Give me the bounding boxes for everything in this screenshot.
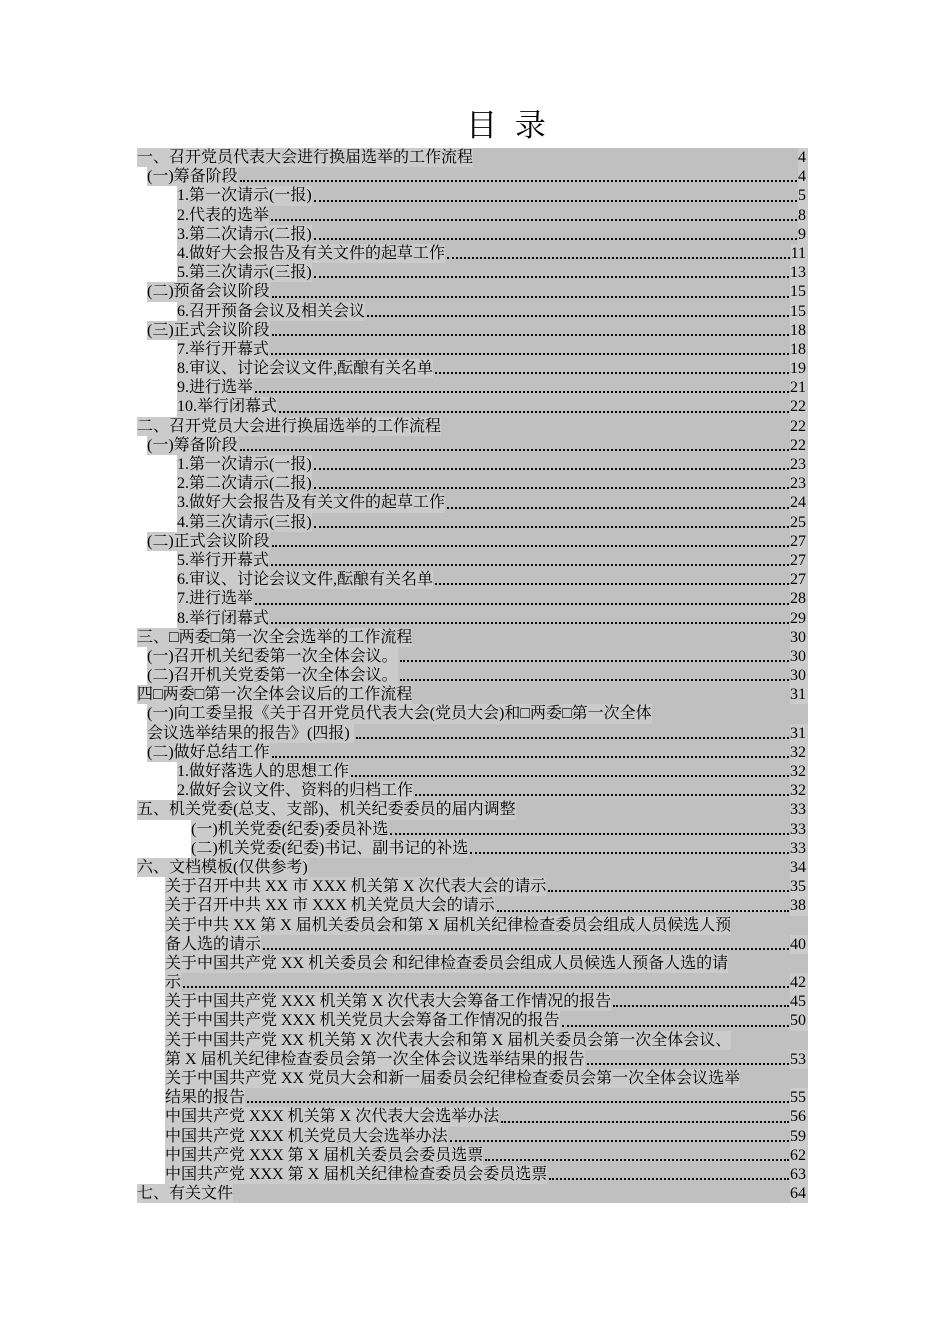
toc-entry-line[interactable] (165, 1031, 808, 1050)
toc-entry-text: (一)向工委呈报《关于召开党员代表大会(党员大会)和□两委□第一次全体 (147, 705, 652, 723)
dot-leader (269, 551, 790, 570)
toc-entry-line[interactable] (177, 244, 808, 263)
toc-entry-text: 六、文档模板(仅供参考) (137, 858, 308, 876)
toc-entry-line[interactable] (177, 378, 808, 397)
toc-entry-text: 8.举行闭幕式 (177, 609, 270, 627)
dot-leader (354, 724, 790, 743)
page-number: 33 (790, 820, 806, 838)
toc-entry-text: 7.进行选举 (177, 590, 254, 608)
toc-entry-line[interactable] (165, 1050, 808, 1069)
toc-entry-text: 关于中国共产党 XXX 机关第 X 次代表大会筹备工作情况的报告 (165, 993, 612, 1011)
toc-entry-line[interactable] (165, 1127, 808, 1146)
toc-entry-line[interactable] (177, 513, 808, 532)
dot-leader (547, 1165, 790, 1184)
page-number: 18 (790, 340, 806, 358)
page-number: 59 (790, 1127, 806, 1145)
page-number: 9 (798, 225, 806, 243)
toc-entry-line[interactable] (147, 704, 808, 723)
dot-leader (468, 839, 790, 858)
toc-entry-text: 4.第三次请示(三报) (177, 513, 312, 531)
page-number: 23 (790, 475, 806, 493)
toc-entry-text: (二)召开机关党委第一次全体会议。 (147, 667, 398, 685)
toc-entry-text: 结果的报告 (165, 1089, 246, 1107)
toc-entry-text: 1.第一次请示(一报) (177, 187, 312, 205)
toc-entry-text: 七、有关文件 (137, 1185, 234, 1203)
toc-entry-text: 关于中国共产党 XX 机关第 X 次代表大会和第 X 届机关委员会第一次全体会议、 (165, 1031, 732, 1049)
toc-entry-text: 6.召开预备会议及相关会议 (177, 302, 366, 320)
page-number: 30 (790, 628, 806, 646)
toc-entry-line[interactable] (147, 167, 808, 186)
toc-entry-line[interactable] (165, 935, 808, 954)
toc-entry-text: 2.做好会议文件、资料的归档工作 (177, 782, 414, 800)
page-number: 29 (790, 609, 806, 627)
page-number: 28 (790, 590, 806, 608)
toc-entry-text: 二、召开党员大会进行换届选举的工作流程 (137, 417, 442, 435)
toc-entry-text: 中国共产党 XXX 第 X 届机关委员会委员选票 (165, 1146, 484, 1164)
page-number: 4 (798, 168, 806, 186)
toc-entry-line[interactable] (165, 877, 808, 896)
toc-entry-line[interactable] (165, 1011, 808, 1030)
page-number: 13 (790, 264, 806, 282)
page-number: 35 (790, 878, 806, 896)
dot-leader (433, 359, 790, 378)
toc-entry-text: 关于召开中共 XX 市 XXX 机关党员大会的请示 (165, 897, 495, 915)
toc-entry-line[interactable] (165, 954, 808, 973)
dot-leader (261, 935, 790, 954)
page-number: 32 (790, 782, 806, 800)
toc-entry-line[interactable] (177, 609, 808, 628)
toc-content (137, 0, 808, 1203)
page-number: 5 (798, 187, 806, 205)
page-number: 63 (790, 1165, 806, 1183)
dot-leader (495, 896, 790, 915)
dot-leader (238, 167, 798, 186)
dot-leader (269, 340, 790, 359)
toc-entry-text: 关于中国共产党 XXX 机关党员大会筹备工作情况的报告 (165, 1012, 560, 1030)
dot-leader (398, 666, 790, 685)
page-number: 18 (790, 321, 806, 339)
toc-entry-text: 五、机关党委(总支、支部)、机关纪委委员的届内调整 (137, 801, 516, 819)
toc-entry-line[interactable] (191, 839, 808, 858)
toc-entry-line[interactable] (165, 973, 808, 992)
toc-entry-line[interactable] (177, 589, 808, 608)
toc-entry-line[interactable] (137, 800, 808, 819)
leader-gap (516, 800, 790, 819)
dot-leader (245, 1088, 790, 1107)
toc-entry-line[interactable] (147, 532, 808, 551)
page-number: 31 (790, 724, 806, 742)
toc-entry-text: (一)筹备阶段 (147, 168, 238, 186)
page-number: 21 (790, 379, 806, 397)
leader-gap (728, 954, 808, 973)
toc-entry-text: 一、召开党员代表大会进行换届选举的工作流程 (137, 149, 474, 166)
toc-entry-text: 关于中国共产党 XX 机关委员会 和纪律检查委员会组成人员候选人预备人选的请 (165, 954, 729, 972)
toc-entry-text: 四□两委□第一次全体会议后的工作流程 (137, 686, 413, 704)
page-number: 22 (790, 436, 806, 454)
toc-entry-line[interactable] (177, 493, 808, 512)
toc-entry-line[interactable] (137, 685, 808, 704)
leader-gap (308, 858, 790, 877)
leader-gap (233, 1184, 790, 1203)
toc-entry-line[interactable] (147, 282, 808, 301)
toc-entry-line[interactable] (165, 992, 808, 1011)
dot-leader (312, 263, 790, 282)
toc-entry-line[interactable] (137, 1184, 808, 1203)
toc-entry-text: (二)做好总结工作 (147, 743, 270, 761)
toc-entry-line[interactable] (177, 455, 808, 474)
toc-entry-line[interactable] (165, 1146, 808, 1165)
page-number: 62 (790, 1146, 806, 1164)
toc-entry-text: 8.审议、讨论会议文件,酝酿有关名单 (177, 360, 434, 378)
toc-entry-text: 关于召开中共 XX 市 XXX 机关第 X 次代表大会的请示 (165, 878, 547, 896)
toc-entry-line[interactable] (137, 628, 808, 647)
page-number: 27 (790, 551, 806, 569)
dot-leader (445, 244, 791, 263)
toc-entry-line[interactable] (177, 762, 808, 781)
leader-gap (731, 1031, 808, 1050)
dot-leader (238, 436, 790, 455)
page-number: 32 (790, 763, 806, 780)
page-number: 30 (790, 667, 806, 685)
toc-entry-text: (三)正式会议阶段 (147, 321, 270, 339)
leader-gap (652, 704, 808, 723)
toc-list (137, 148, 808, 1203)
dot-leader (413, 781, 790, 800)
page-number: 25 (790, 513, 806, 531)
page-number: 64 (790, 1185, 806, 1203)
page-number: 53 (790, 1050, 806, 1068)
toc-entry-line[interactable] (147, 724, 808, 743)
dot-leader (611, 992, 790, 1011)
dot-leader (181, 973, 790, 992)
leader-gap (412, 628, 790, 647)
toc-entry-line[interactable] (177, 340, 808, 359)
toc-entry-text: (二)正式会议阶段 (147, 532, 270, 550)
dot-leader (312, 513, 790, 532)
dot-leader (365, 302, 790, 321)
toc-entry-text: (二)预备会议阶段 (147, 283, 270, 301)
toc-entry-line[interactable] (137, 148, 808, 167)
toc-entry-text: 3.做好大会报告及有关文件的起草工作 (177, 494, 446, 512)
dot-leader (277, 397, 790, 416)
toc-entry-line[interactable] (147, 666, 808, 685)
dot-leader (312, 474, 790, 493)
dot-leader (312, 186, 798, 205)
toc-entry-text: 三、□两委□第一次全会选举的工作流程 (137, 628, 413, 646)
toc-entry-text: (一)筹备阶段 (147, 436, 238, 454)
dot-leader (269, 206, 798, 225)
page-number: 22 (790, 417, 806, 435)
toc-entry-line[interactable] (147, 436, 808, 455)
dot-leader (483, 1146, 790, 1165)
toc-entry-line[interactable] (177, 474, 808, 493)
dot-leader (560, 1011, 790, 1030)
dot-leader (270, 282, 790, 301)
page-number: 56 (790, 1108, 806, 1126)
toc-entry-text: 2.第二次请示(二报) (177, 475, 312, 493)
toc-entry-line[interactable] (177, 570, 808, 589)
dot-leader (388, 820, 790, 839)
page-number: 27 (790, 532, 806, 550)
toc-entry-line[interactable] (165, 916, 808, 935)
dot-leader (499, 1107, 790, 1126)
toc-entry-text: 中国共产党 XXX 机关党员大会选举办法 (165, 1127, 448, 1145)
leader-gap (412, 685, 790, 704)
page-number: 34 (790, 858, 806, 876)
toc-entry-line[interactable] (177, 206, 808, 225)
dot-leader (270, 532, 790, 551)
toc-entry-text: 5.举行开幕式 (177, 551, 270, 569)
toc-entry-line[interactable] (147, 743, 808, 762)
leader-gap (731, 916, 808, 935)
page-number: 4 (798, 149, 806, 166)
toc-entry-line[interactable] (177, 551, 808, 570)
toc-entry-text: 5.第三次请示(三报) (177, 264, 312, 282)
toc-entry-text: 关于中国共产党 XX 党员大会和新一届委员会纪律检查委员会第一次全体会议选举 (165, 1070, 741, 1087)
dot-leader (445, 493, 790, 512)
toc-entry-text: 2.代表的选举 (177, 206, 270, 224)
toc-entry-line[interactable] (177, 263, 808, 282)
toc-entry-text: 6.审议、讨论会议文件,酝酿有关名单 (177, 571, 434, 589)
toc-entry-line[interactable] (165, 896, 808, 915)
page-number: 33 (790, 801, 806, 819)
dot-leader (349, 762, 790, 781)
toc-entry-line[interactable] (177, 186, 808, 205)
dot-leader (270, 321, 790, 340)
page-number: 30 (790, 647, 806, 665)
toc-entry-text: 10.举行闭幕式 (177, 398, 278, 416)
dot-leader (253, 589, 790, 608)
page-number: 32 (790, 743, 806, 761)
toc-entry-text: 会议选举结果的报告》(四报) (147, 724, 354, 742)
page-number: 15 (790, 283, 806, 301)
toc-entry-line[interactable] (147, 321, 808, 340)
page-number: 8 (798, 206, 806, 224)
page-number: 11 (790, 244, 806, 262)
page-number: 22 (790, 398, 806, 416)
toc-entry-text: 备人选的请示 (165, 935, 262, 953)
dot-leader (398, 647, 790, 666)
toc-entry-text: 示 (165, 974, 182, 992)
leader-gap (441, 417, 790, 436)
dot-leader (269, 609, 790, 628)
page-number: 23 (790, 456, 806, 473)
toc-entry-text: 9.进行选举 (177, 379, 254, 397)
toc-entry-line[interactable] (177, 302, 808, 321)
toc-entry-text: 7.举行开幕式 (177, 340, 270, 358)
page-number: 55 (790, 1089, 806, 1107)
toc-title: 目 录 (466, 108, 551, 143)
dot-leader (312, 225, 798, 244)
toc-entry-line[interactable] (177, 397, 808, 416)
dot-leader (448, 1127, 790, 1146)
dot-leader (312, 455, 790, 474)
dot-leader (253, 378, 790, 397)
dot-leader (433, 570, 790, 589)
leader-gap (473, 148, 798, 167)
page-number: 45 (790, 993, 806, 1011)
page-number: 31 (790, 686, 806, 704)
dot-leader (546, 877, 790, 896)
page-number: 24 (790, 494, 806, 512)
toc-entry-text: 中国共产党 XXX 机关第 X 次代表大会选举办法 (165, 1108, 500, 1126)
leader-gap (740, 1069, 808, 1088)
toc-entry-line[interactable] (177, 781, 808, 800)
toc-entry-text: (一)召开机关纪委第一次全体会议。 (147, 647, 398, 665)
page-number: 33 (790, 839, 806, 857)
toc-entry-line[interactable] (165, 1088, 808, 1107)
toc-entry-text: 1.做好落选人的思想工作 (177, 763, 350, 780)
toc-entry-line[interactable] (137, 417, 808, 436)
toc-entry-text: (二)机关党委(纪委)书记、副书记的补选 (191, 839, 469, 857)
toc-entry-text: 3.第二次请示(二报) (177, 225, 312, 243)
toc-entry-text: (一)机关党委(纪委)委员补选 (191, 820, 389, 838)
page-number: 50 (790, 1012, 806, 1030)
toc-entry-line[interactable] (177, 359, 808, 378)
toc-entry-line[interactable] (177, 225, 808, 244)
page-number: 40 (790, 935, 806, 953)
dot-leader (270, 743, 790, 762)
toc-entry-line[interactable] (137, 858, 808, 877)
toc-entry-text: 中国共产党 XXX 第 X 届机关纪律检查委员会委员选票 (165, 1165, 548, 1183)
toc-entry-line[interactable] (165, 1165, 808, 1184)
page-number: 42 (790, 974, 806, 992)
page-number: 27 (790, 571, 806, 589)
page-number: 19 (790, 360, 806, 378)
toc-entry-line[interactable] (165, 1107, 808, 1126)
toc-entry-text: 第 X 届机关纪律检查委员会第一次全体会议选举结果的报告 (165, 1050, 585, 1068)
toc-entry-text: 关于中共 XX 第 X 届机关委员会和第 X 届机关纪律检查委员会组成人员候选人预 (165, 916, 732, 934)
page-number: 38 (790, 897, 806, 915)
dot-leader (585, 1050, 790, 1069)
toc-entry-line[interactable] (165, 1069, 808, 1088)
toc-entry-text: 1.第一次请示(一报) (177, 456, 312, 473)
toc-entry-line[interactable] (191, 820, 808, 839)
toc-entry-line[interactable] (147, 647, 808, 666)
page-number: 15 (790, 302, 806, 320)
toc-entry-text: 4.做好大会报告及有关文件的起草工作 (177, 244, 446, 262)
